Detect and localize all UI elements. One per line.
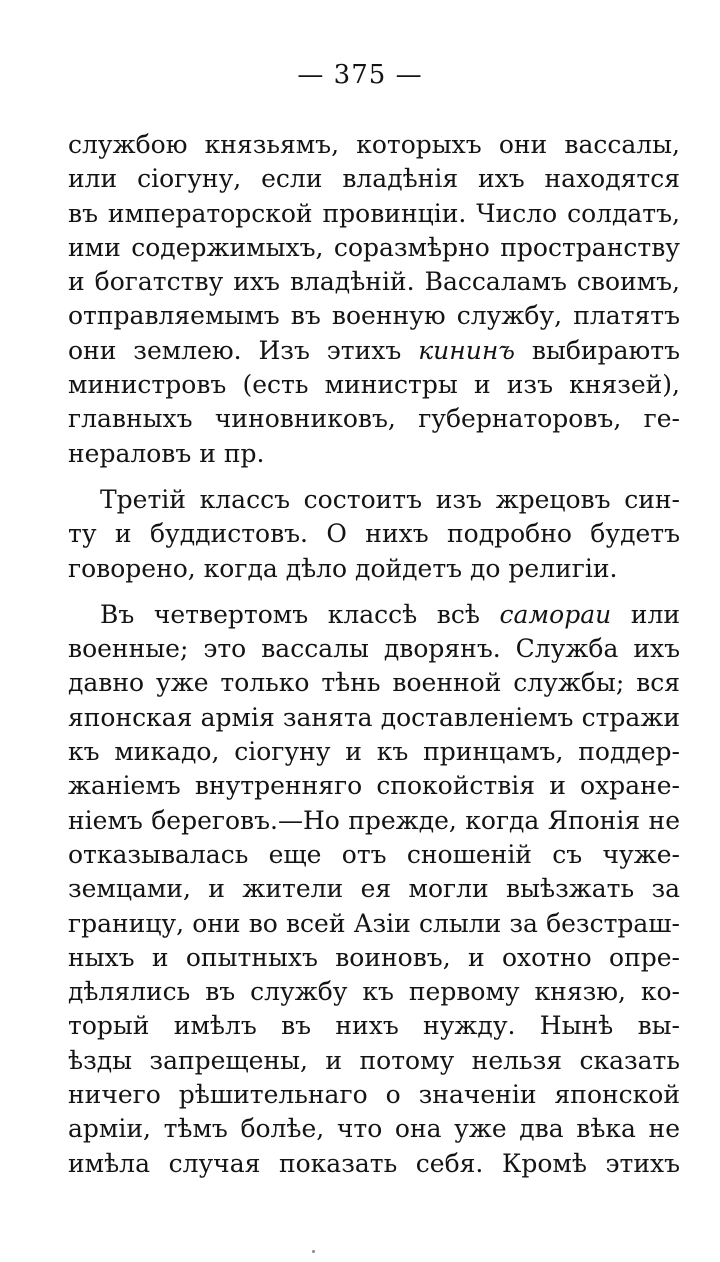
text-segment: земцами, и жители ея могли выѣзжать за: [68, 874, 680, 904]
text-segment: ѣзды запрещены, и потому нельзя сказать: [68, 1045, 680, 1075]
text-segment: японская армія занята доставленіемъ стражи: [68, 702, 680, 732]
text-line: [68, 1009, 680, 1043]
text-segment: ніемъ береговъ.—Но прежде, когда Японія не: [68, 805, 680, 835]
text-line: [68, 1147, 680, 1181]
text-segment: дѣлялись въ службу къ первому князю, ко-: [68, 977, 680, 1007]
text-line: [68, 666, 680, 700]
paragraph-gap: [68, 471, 680, 483]
text-line: [68, 907, 680, 941]
text-line: [68, 804, 680, 838]
text-segment: арміи, тѣмъ болѣе, что она уже два вѣка не: [68, 1114, 680, 1144]
text-line: [68, 162, 680, 196]
text-segment: или сіогуну, если владѣнія ихъ находятся: [68, 164, 680, 194]
text-line: [68, 368, 680, 402]
paragraph-3: [68, 598, 680, 1181]
text-line: [68, 735, 680, 769]
text-segment: въ императорской провинціи. Число солдатъ,: [68, 198, 680, 228]
text-line: [68, 1078, 680, 1112]
text-segment: выбираютъ: [514, 335, 680, 365]
text-segment: ничего рѣшительнаго о значеніи японской: [68, 1080, 680, 1110]
text-line: [68, 552, 680, 586]
page-number: — 375 —: [297, 60, 423, 90]
text-line: [68, 701, 680, 735]
text-line: [68, 1044, 680, 1078]
text-line: [68, 231, 680, 265]
text-segment: ими содержимыхъ, соразмѣрно пространству: [68, 232, 680, 262]
text-line: [68, 872, 680, 906]
text-segment: имѣла случая показать себя. Кромѣ этихъ: [68, 1148, 680, 1178]
text-segment: главныхъ чиновниковъ, губернаторовъ, ге-: [68, 404, 680, 434]
text-segment: торый имѣлъ въ нихъ нужду. Нынѣ вы-: [68, 1011, 680, 1041]
text-segment: военные; это вассалы дворянъ. Служба ихъ: [68, 634, 680, 664]
text-line: [68, 1112, 680, 1146]
text-line: [68, 769, 680, 803]
text-line: [68, 975, 680, 1009]
text-line: [68, 632, 680, 666]
text-segment: жаніемъ внутренняго спокойствія и охране-: [68, 771, 680, 801]
text-segment: отправляемымъ въ военную службу, платятъ: [68, 301, 680, 331]
paragraph-gap: [68, 586, 680, 598]
text-segment: къ микадо, сіогуну и къ принцамъ, поддер-: [68, 737, 680, 767]
text-line: [68, 483, 680, 517]
text-line: [68, 838, 680, 872]
text-segment: говорено, когда дѣло дойдетъ до религіи.: [68, 553, 618, 583]
text-line: [68, 941, 680, 975]
text-line: [68, 197, 680, 231]
text-segment: давно уже только тѣнь военной службы; вся: [68, 668, 680, 698]
text-line: [68, 437, 680, 471]
text-segment: ту и буддистовъ. О нихъ подробно будетъ: [68, 519, 680, 549]
text-segment: или: [611, 599, 680, 629]
text-segment: они землею. Изъ этихъ: [68, 335, 419, 365]
text-segment: министровъ (есть министры и изъ князей),: [68, 370, 680, 400]
paper-speck: [312, 1250, 315, 1253]
text-line: [68, 598, 680, 632]
paragraph-2: [68, 483, 680, 586]
text-segment: Въ четвертомъ классѣ всѣ: [100, 599, 500, 629]
text-segment: службою князьямъ, которыхъ они вассалы,: [68, 130, 680, 159]
text-line: [68, 299, 680, 333]
text-line: [68, 334, 680, 368]
text-segment: границу, они во всей Азіи слыли за безстраш-: [68, 908, 680, 938]
text-segment: Третій классъ состоитъ изъ жрецовъ син-: [100, 484, 680, 514]
text-segment: нераловъ и пр.: [68, 438, 265, 468]
italic-term: самораи: [499, 599, 612, 629]
text-segment: ныхъ и опытныхъ воиновъ, и охотно опре-: [68, 942, 680, 972]
text-line: [68, 402, 680, 436]
text-segment: и богатству ихъ владѣній. Вассаламъ своимъ,: [68, 267, 680, 297]
paragraph-1: [68, 128, 680, 471]
body-text: [68, 128, 680, 1181]
text-line: [68, 128, 680, 162]
text-line: [68, 265, 680, 299]
italic-term: кининъ: [418, 335, 515, 365]
text-line: [68, 517, 680, 551]
text-segment: отказывалась еще отъ сношеній съ чуже-: [68, 839, 680, 869]
